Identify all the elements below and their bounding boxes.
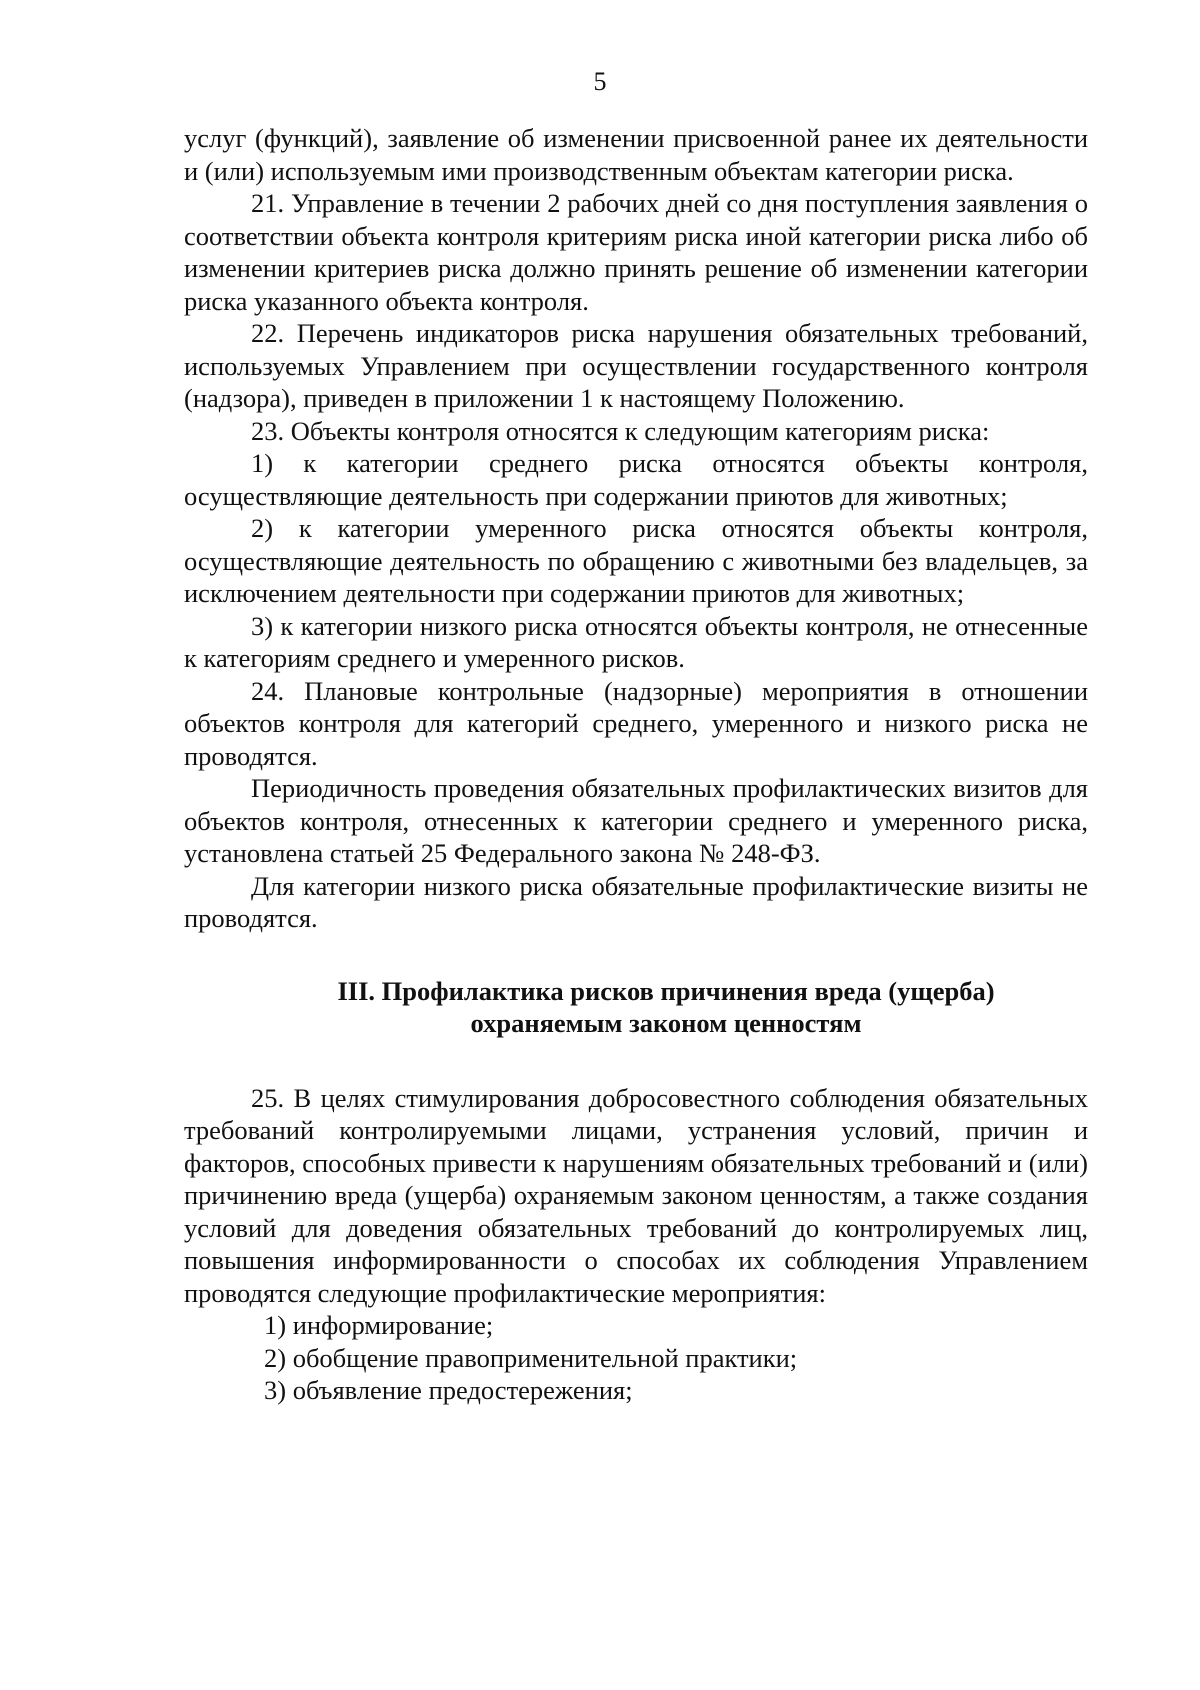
section-heading-line-1: III. Профилактика рисков причинения вреда (ущерба) (337, 975, 995, 1006)
list-item-informing: 1) информирование; (264, 1310, 494, 1340)
paragraph-periodicity: Периодичность проведения обязательных профилактических визитов для объектов контроля, отнесенных к категории среднего и умеренного риска, установлена статьей 25 Федерального закона № 248-ФЗ. (184, 773, 1088, 868)
paragraph-22: 22. Перечень индикаторов риска нарушения обязательных требований, используемых Управлением при осуществлении государственного контроля (надзора), приведен в приложении 1 к настоящему Положению. (184, 318, 1088, 413)
section-heading (184, 975, 1088, 1040)
paragraph-continuation: услуг (функций), заявление об изменении присвоенной ранее их деятельности и (или) используемым ими производственным объектам категории риска. (184, 123, 1088, 186)
paragraph-23: 23. Объекты контроля относятся к следующим категориям риска: (251, 415, 990, 446)
page-number: 5 (593, 67, 607, 96)
paragraph-23-item-3: 3) к категории низкого риска относятся объекты контроля, не отнесенные к категориям среднего и умеренного рисков. (184, 610, 1088, 673)
paragraph-low-risk: Для категории низкого риска обязательные профилактические визиты не проводятся. (184, 870, 1088, 933)
paragraph-25: 25. В целях стимулирования добросовестного соблюдения обязательных требований контролируемыми лицами, устранения условий, причин и факторов, способных привести к нарушениям обязательных требований и (или) причинению вреда (ущерба) охраняемым законом ценностям, а также создания условий для доведения обязательных требований до контролируемых лиц, повышения информированности о способах их соблюдения Управлением проводятся следующие профилактические мероприятия: (184, 1082, 1088, 1308)
paragraph-23-item-2: 2) к категории умеренного риска относятся объекты контроля, осуществляющие деятельность по обращению с животными без владельцев, за исключением деятельности при содержании приютов для животных; (184, 513, 1088, 608)
section-heading-line-2: охраняемым законом ценностям (470, 1008, 862, 1038)
list-item-warning: 3) объявление предостережения; (264, 1375, 633, 1405)
document-body (184, 122, 1088, 1407)
paragraph-21: 21. Управление в течении 2 рабочих дней со дня поступления заявления о соответствии объекта контроля критериям риска иной категории риска либо об изменении критериев риска должно принять решение об изменении категории риска указанного объекта контроля. (184, 188, 1088, 316)
paragraph-24: 24. Плановые контрольные (надзорные) мероприятия в отношении объектов контроля для категорий среднего, умеренного и низкого риска не проводятся. (184, 675, 1088, 771)
paragraph-23-item-1: 1) к категории среднего риска относятся объекты контроля, осуществляющие деятельность при содержании приютов для животных; (184, 448, 1088, 511)
list-item-practice-summary: 2) обобщение правоприменительной практики; (264, 1342, 798, 1373)
